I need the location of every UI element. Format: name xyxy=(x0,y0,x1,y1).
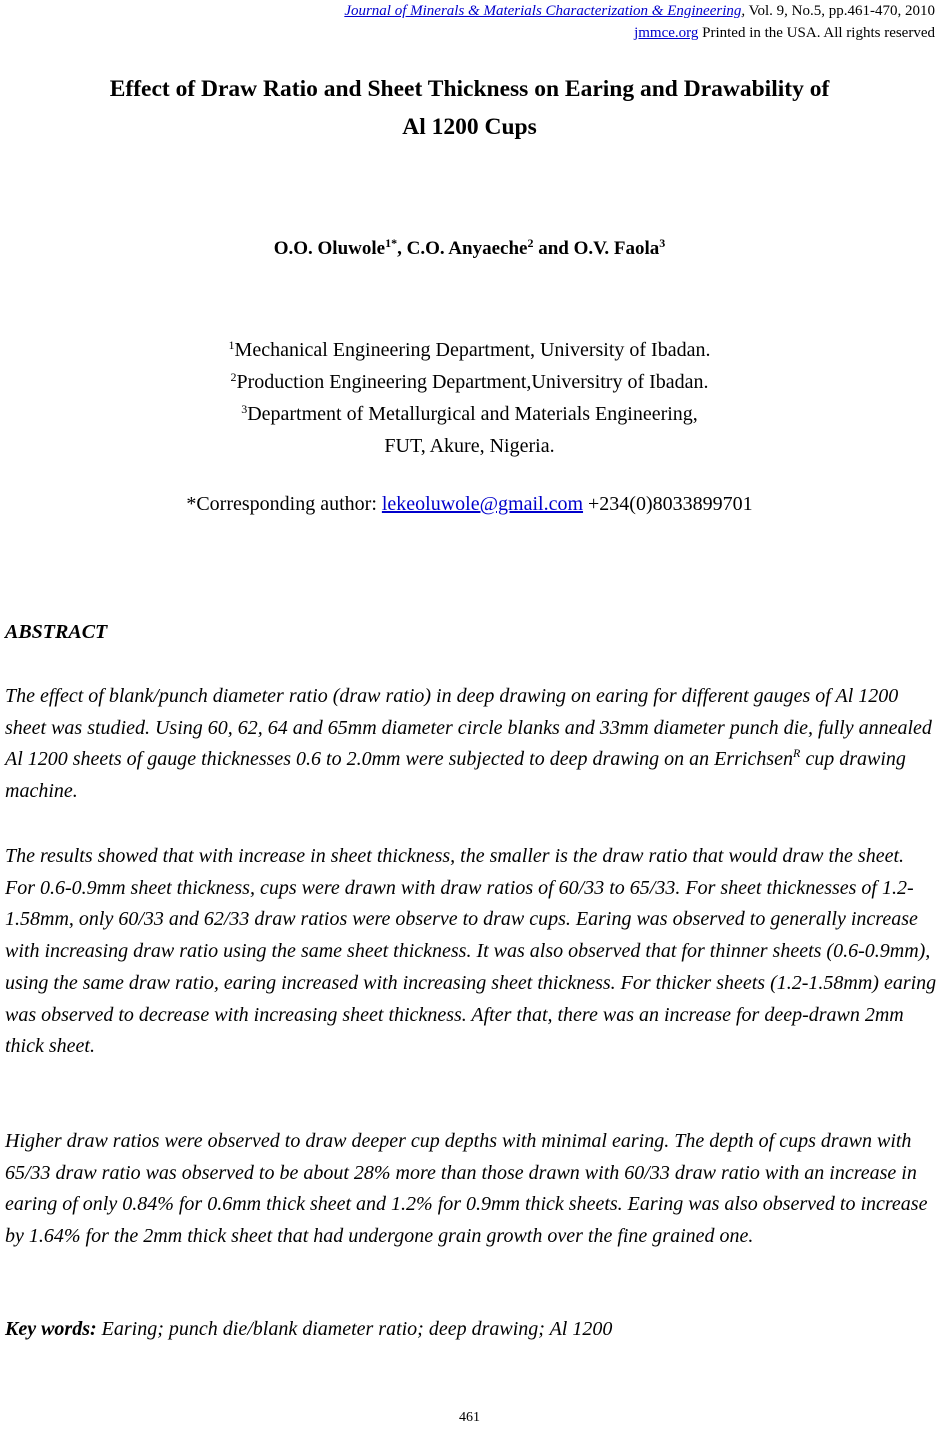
author-3-affil: 3 xyxy=(659,236,666,250)
paper-title-line1: Effect of Draw Ratio and Sheet Thickness on Earing and Drawability of xyxy=(109,76,830,102)
author-2-affil: 2 xyxy=(527,236,534,250)
journal-header-line1 xyxy=(344,0,935,22)
affiliation-text: Production Engineering Department,Universitry of Ibadan. xyxy=(236,371,709,393)
affiliation-3-cont xyxy=(0,430,939,462)
affiliation-3 xyxy=(0,398,939,430)
corresponding-phone: +234(0)8033899701 xyxy=(583,493,753,515)
abstract-heading: ABSTRACT xyxy=(5,621,108,643)
author-1-affil: 1* xyxy=(385,236,398,250)
keywords-text: Earing; punch die/blank diameter ratio; deep drawing; Al 1200 xyxy=(96,1318,613,1340)
journal-site-link[interactable]: jmmce.org xyxy=(634,25,699,41)
keywords xyxy=(5,1318,612,1341)
author-3: O.V. Faola xyxy=(573,238,660,259)
affiliation-text: Department of Metallurgical and Materials Engineering, xyxy=(247,403,698,425)
paper-title xyxy=(0,70,939,146)
printed-notice: Printed in the USA. All rights reserved xyxy=(702,25,935,41)
author-list xyxy=(0,238,939,260)
journal-name-link[interactable]: Journal of Minerals & Materials Characterization & Engineering xyxy=(344,3,742,19)
affiliation-number: 1 xyxy=(228,338,235,352)
corresponding-label: *Corresponding author: xyxy=(186,493,382,515)
affiliations xyxy=(0,334,939,462)
registered-mark: R xyxy=(793,746,801,761)
author-2: C.O. Anyaeche xyxy=(406,238,528,259)
abstract-paragraph-3: Higher draw ratios were observed to draw deeper cup depths with minimal earing. The depth of cups drawn with 65/33 draw ratio was observed to be about 28% more than those drawn with 60/33 draw ratio with an increase in earing of only 0.84% for 0.6mm thick sheet and 1.2% for 0.9mm thick sheets. Earing was also observed to increase by 1.64% for the 2mm thick sheet that had undergone grain growth over the fine grained one. xyxy=(5,1130,928,1248)
paper-title-line2: Al 1200 Cups xyxy=(402,114,537,140)
author-separator: , xyxy=(397,238,407,259)
journal-volume: , Vol. 9, No.5, pp.461-470, 2010 xyxy=(741,3,935,19)
journal-header-line2 xyxy=(344,22,935,44)
author-1: O.O. Oluwole xyxy=(273,238,386,259)
abstract-p1-text: The effect of blank/punch diameter ratio (draw ratio) in deep drawing on earing for different gauges of Al 1200 sheet was studied. Using 60, 62, 64 and 65mm diameter circle blanks and 33mm diameter punch die, fully annealed Al 1200 sheets of gauge thicknesses 0.6 to 2.0mm were subjected to deep drawing on an Errichsen xyxy=(5,685,932,771)
page-number: 461 xyxy=(459,1410,480,1425)
affiliation-2 xyxy=(0,366,939,398)
abstract-p1-end: cup drawing machine. xyxy=(5,748,906,803)
affiliation-1 xyxy=(0,334,939,366)
abstract-paragraph-2: The results showed that with increase in sheet thickness, the smaller is the draw ratio that would draw the sheet. For 0.6-0.9mm sheet thickness, cups were drawn with draw ratios of 60/33 to 65/33. For sheet thicknesses of 1.2-1.58mm, only 60/33 and 62/33 draw ratios were observe to draw cups. Earing was observed to generally increase with increasing draw ratio using the same sheet thickness. It was also observed that for thinner sheets (0.6-0.9mm), using the same draw ratio, earing increased with increasing sheet thickness. For thicker sheets (1.2-1.58mm) earing was observed to decrease with increasing sheet thickness. After that, there was an increase for deep-drawn 2mm thick sheet. xyxy=(5,845,937,1058)
affiliation-text: FUT, Akure, Nigeria. xyxy=(384,435,555,457)
corresponding-author xyxy=(0,493,939,516)
affiliation-number: 3 xyxy=(241,402,248,416)
abstract-paragraph-1 xyxy=(5,681,939,808)
keywords-label: Key words: xyxy=(5,1318,97,1340)
author-separator: and xyxy=(533,238,574,259)
affiliation-text: Mechanical Engineering Department, University of Ibadan. xyxy=(234,339,711,361)
affiliation-number: 2 xyxy=(230,370,237,384)
journal-header xyxy=(344,0,935,44)
corresponding-email-link[interactable]: lekeoluwole@gmail.com xyxy=(381,493,584,515)
